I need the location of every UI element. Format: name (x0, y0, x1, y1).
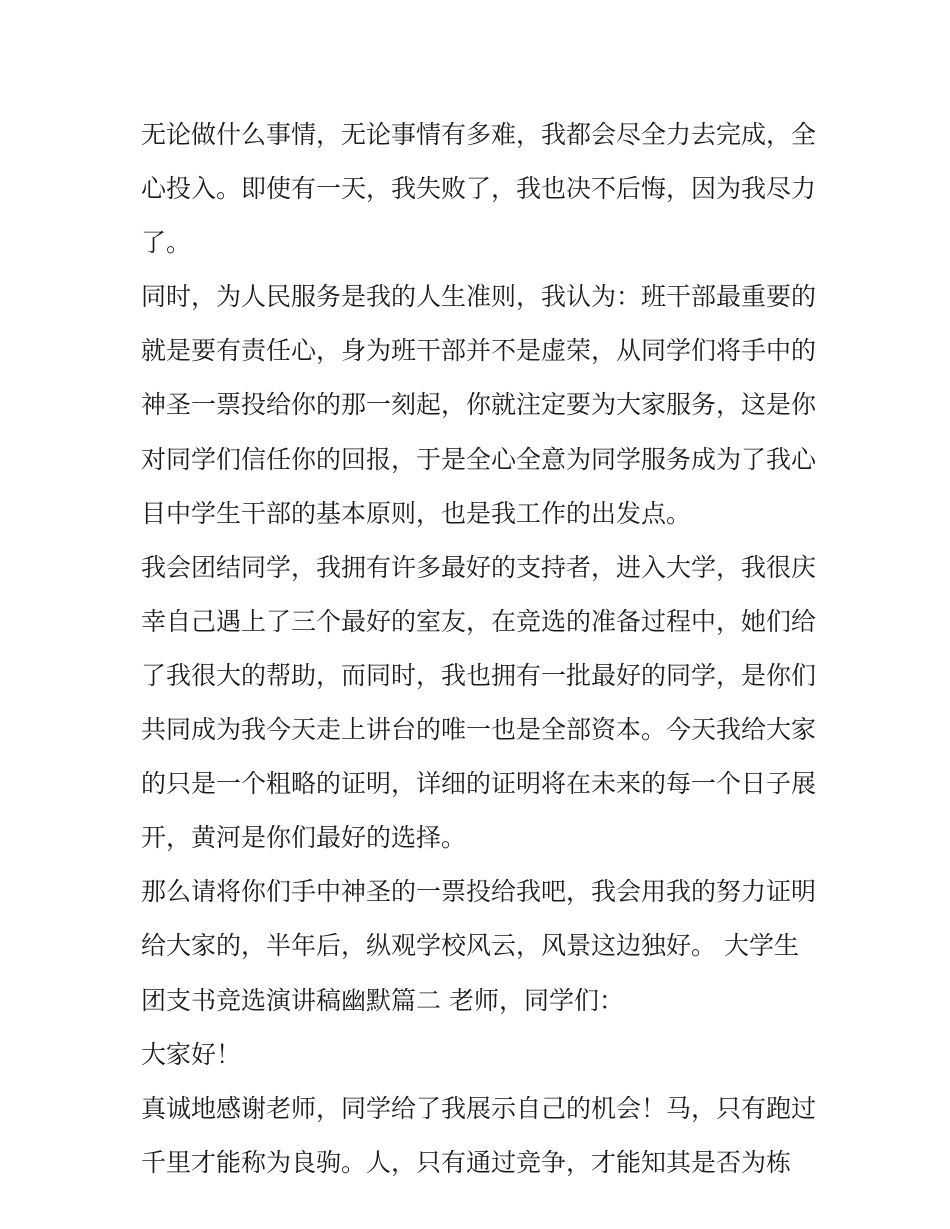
document-body (141, 108, 821, 1190)
text-line: 对同学们信任你的回报，于是全心全意为同学服务成为了我心 (141, 444, 817, 474)
text-line: 的只是一个粗略的证明，详细的证明将在未来的每一个日子展 (141, 769, 817, 799)
text-line: 神圣一票投给你的那一刻起，你就注定要为大家服务，这是你 (141, 390, 817, 420)
text-line: 幸自己遇上了三个最好的室友，在竞选的准备过程中，她们给 (141, 606, 817, 636)
text-line: 大家好！ (141, 1039, 242, 1069)
text-line: 那么请将你们手中神圣的一票投给我吧，我会用我的努力证明 (141, 877, 817, 907)
text-line: 我会团结同学，我拥有许多最好的支持者，进入大学，我很庆 (141, 552, 817, 582)
text-line: 同时，为人民服务是我的人生准则，我认为：班干部最重要的 (141, 282, 817, 312)
text-line: 心投入。即使有一天，我失败了，我也决不后悔，因为我尽力 (141, 174, 817, 204)
text-line: 了。 (141, 228, 192, 258)
text-line: 共同成为我今天走上讲台的唯一也是全部资本。今天我给大家 (141, 715, 817, 745)
text-line: 团支书竞选演讲稿幽默篇二 老师，同学们： (141, 985, 624, 1015)
text-line: 无论做什么事情，无论事情有多难，我都会尽全力去完成，全 (141, 120, 817, 149)
text-line: 真诚地感谢老师，同学给了我展示自己的机会！马，只有跑过 (141, 1093, 817, 1123)
text-line: 了我很大的帮助，而同时，我也拥有一批最好的同学，是你们 (141, 660, 817, 690)
text-line: 目中学生干部的基本原则，也是我工作的出发点。 (141, 498, 692, 528)
text-line: 就是要有责任心，身为班干部并不是虚荣，从同学们将手中的 (141, 336, 817, 366)
text-line: 给大家的，半年后，纵观学校风云，风景这边独好。 大学生 (141, 931, 799, 961)
text-line: 开，黄河是你们最好的选择。 (141, 823, 467, 853)
text-line: 千里才能称为良驹。人，只有通过竞争，才能知其是否为栋 (141, 1147, 792, 1177)
